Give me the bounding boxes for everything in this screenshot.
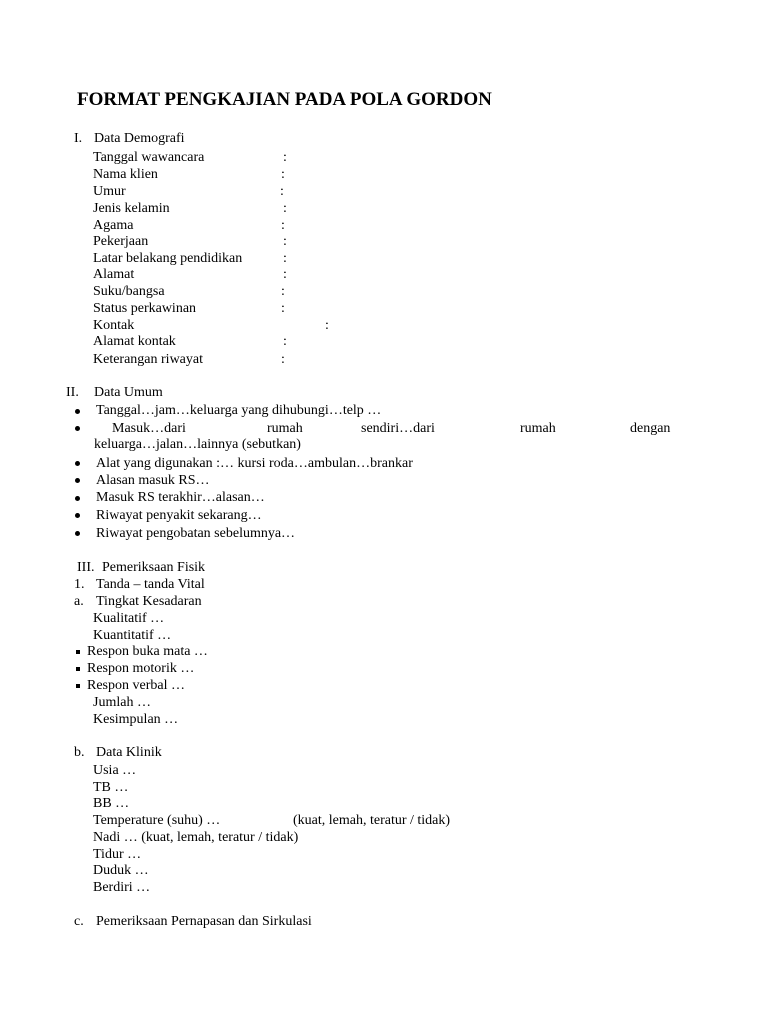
subsection-heading: Tanda – tanda Vital — [96, 577, 205, 592]
list-item-word: sendiri…dari — [361, 421, 435, 436]
field-colon: : — [325, 318, 329, 333]
field-label-keterangan-riwayat: Keterangan riwayat — [93, 352, 203, 367]
field-colon: : — [283, 251, 287, 266]
field-note: (kuat, lemah, teratur / tidak) — [293, 813, 451, 828]
field-label-nama-klien: Nama klien — [93, 167, 158, 182]
square-bullet-icon — [76, 684, 80, 688]
subsection-heading: Pemeriksaan Pernapasan dan Sirkulasi — [96, 914, 312, 929]
subsection-letter: b. — [74, 745, 85, 760]
field-line: Temperature (suhu) … — [93, 813, 221, 828]
section-2-heading: Data Umum — [94, 385, 163, 400]
list-item: Alasan masuk RS… — [96, 473, 210, 488]
list-item-word: Masuk…dari — [112, 421, 186, 436]
field-line: Duduk … — [93, 863, 149, 878]
field-line: TB … — [93, 780, 129, 795]
field-label-pekerjaan: Pekerjaan — [93, 234, 149, 249]
list-item-word: dengan — [630, 421, 671, 436]
list-item: Respon verbal … — [87, 678, 185, 693]
list-item: Masuk RS terakhir…alasan… — [96, 490, 265, 505]
bullet-icon — [75, 409, 80, 414]
list-item: Riwayat pengobatan sebelumnya… — [96, 526, 296, 541]
bullet-icon — [75, 426, 80, 431]
section-2-number: II. — [66, 385, 79, 400]
field-colon: : — [281, 352, 285, 367]
subsection-heading: Data Klinik — [96, 745, 162, 760]
field-label-status-perkawinan: Status perkawinan — [93, 301, 197, 316]
field-line: Jumlah … — [93, 695, 151, 710]
list-item-word: rumah — [520, 421, 556, 436]
field-line: Tidur … — [93, 847, 142, 862]
field-colon: : — [283, 201, 287, 216]
field-colon: : — [283, 267, 287, 282]
square-bullet-icon — [76, 650, 80, 654]
field-label-alamat-kontak: Alamat kontak — [93, 334, 176, 349]
field-label-latar-belakang-pendidikan: Latar belakang pendidikan — [93, 251, 243, 266]
list-item: Tanggal…jam…keluarga yang dihubungi…telp … — [96, 403, 382, 418]
bullet-icon — [75, 496, 80, 501]
section-1-heading: Data Demografi — [94, 131, 185, 146]
field-line: Nadi … (kuat, lemah, teratur / tidak) — [93, 830, 299, 845]
field-colon: : — [283, 234, 287, 249]
list-item-word: rumah — [267, 421, 303, 436]
field-label-umur: Umur — [93, 184, 126, 199]
section-3-heading: Pemeriksaan Fisik — [102, 560, 206, 575]
field-colon: : — [283, 334, 287, 349]
field-colon: : — [283, 150, 287, 165]
list-item: Alat yang digunakan :… kursi roda…ambulan…brankar — [96, 456, 413, 471]
field-colon: : — [281, 167, 285, 182]
field-line: Kuantitatif … — [93, 628, 172, 643]
field-label-alamat: Alamat — [93, 267, 135, 282]
field-line: Kesimpulan … — [93, 712, 179, 727]
document-title: FORMAT PENGKAJIAN PADA POLA GORDON — [77, 89, 492, 110]
bullet-icon — [75, 531, 80, 536]
list-item: Respon motorik … — [87, 661, 195, 676]
field-colon: : — [281, 301, 285, 316]
field-label-tanggal-wawancara: Tanggal wawancara — [93, 150, 205, 165]
field-line: Kualitatif … — [93, 611, 165, 626]
field-label-jenis-kelamin: Jenis kelamin — [93, 201, 170, 216]
square-bullet-icon — [76, 667, 80, 671]
bullet-icon — [75, 513, 80, 518]
bullet-icon — [75, 478, 80, 483]
field-label-agama: Agama — [93, 218, 134, 233]
subsection-heading: Tingkat Kesadaran — [96, 594, 202, 609]
list-item: Riwayat penyakit sekarang… — [96, 508, 262, 523]
field-label-suku-bangsa: Suku/bangsa — [93, 284, 165, 299]
subsection-letter: a. — [74, 594, 84, 609]
section-3-number: III. — [77, 560, 95, 575]
field-label-kontak: Kontak — [93, 318, 135, 333]
bullet-icon — [75, 461, 80, 466]
field-line: Usia … — [93, 763, 137, 778]
field-colon: : — [280, 184, 284, 199]
list-item-continuation: keluarga…jalan…lainnya (sebutkan) — [94, 437, 301, 452]
subsection-letter: c. — [74, 914, 84, 929]
field-colon: : — [281, 284, 285, 299]
field-colon: : — [281, 218, 285, 233]
field-line: BB … — [93, 796, 130, 811]
subsection-number: 1. — [74, 577, 85, 592]
field-line: Berdiri … — [93, 880, 151, 895]
section-1-number: I. — [74, 131, 83, 146]
list-item: Respon buka mata … — [87, 644, 208, 659]
